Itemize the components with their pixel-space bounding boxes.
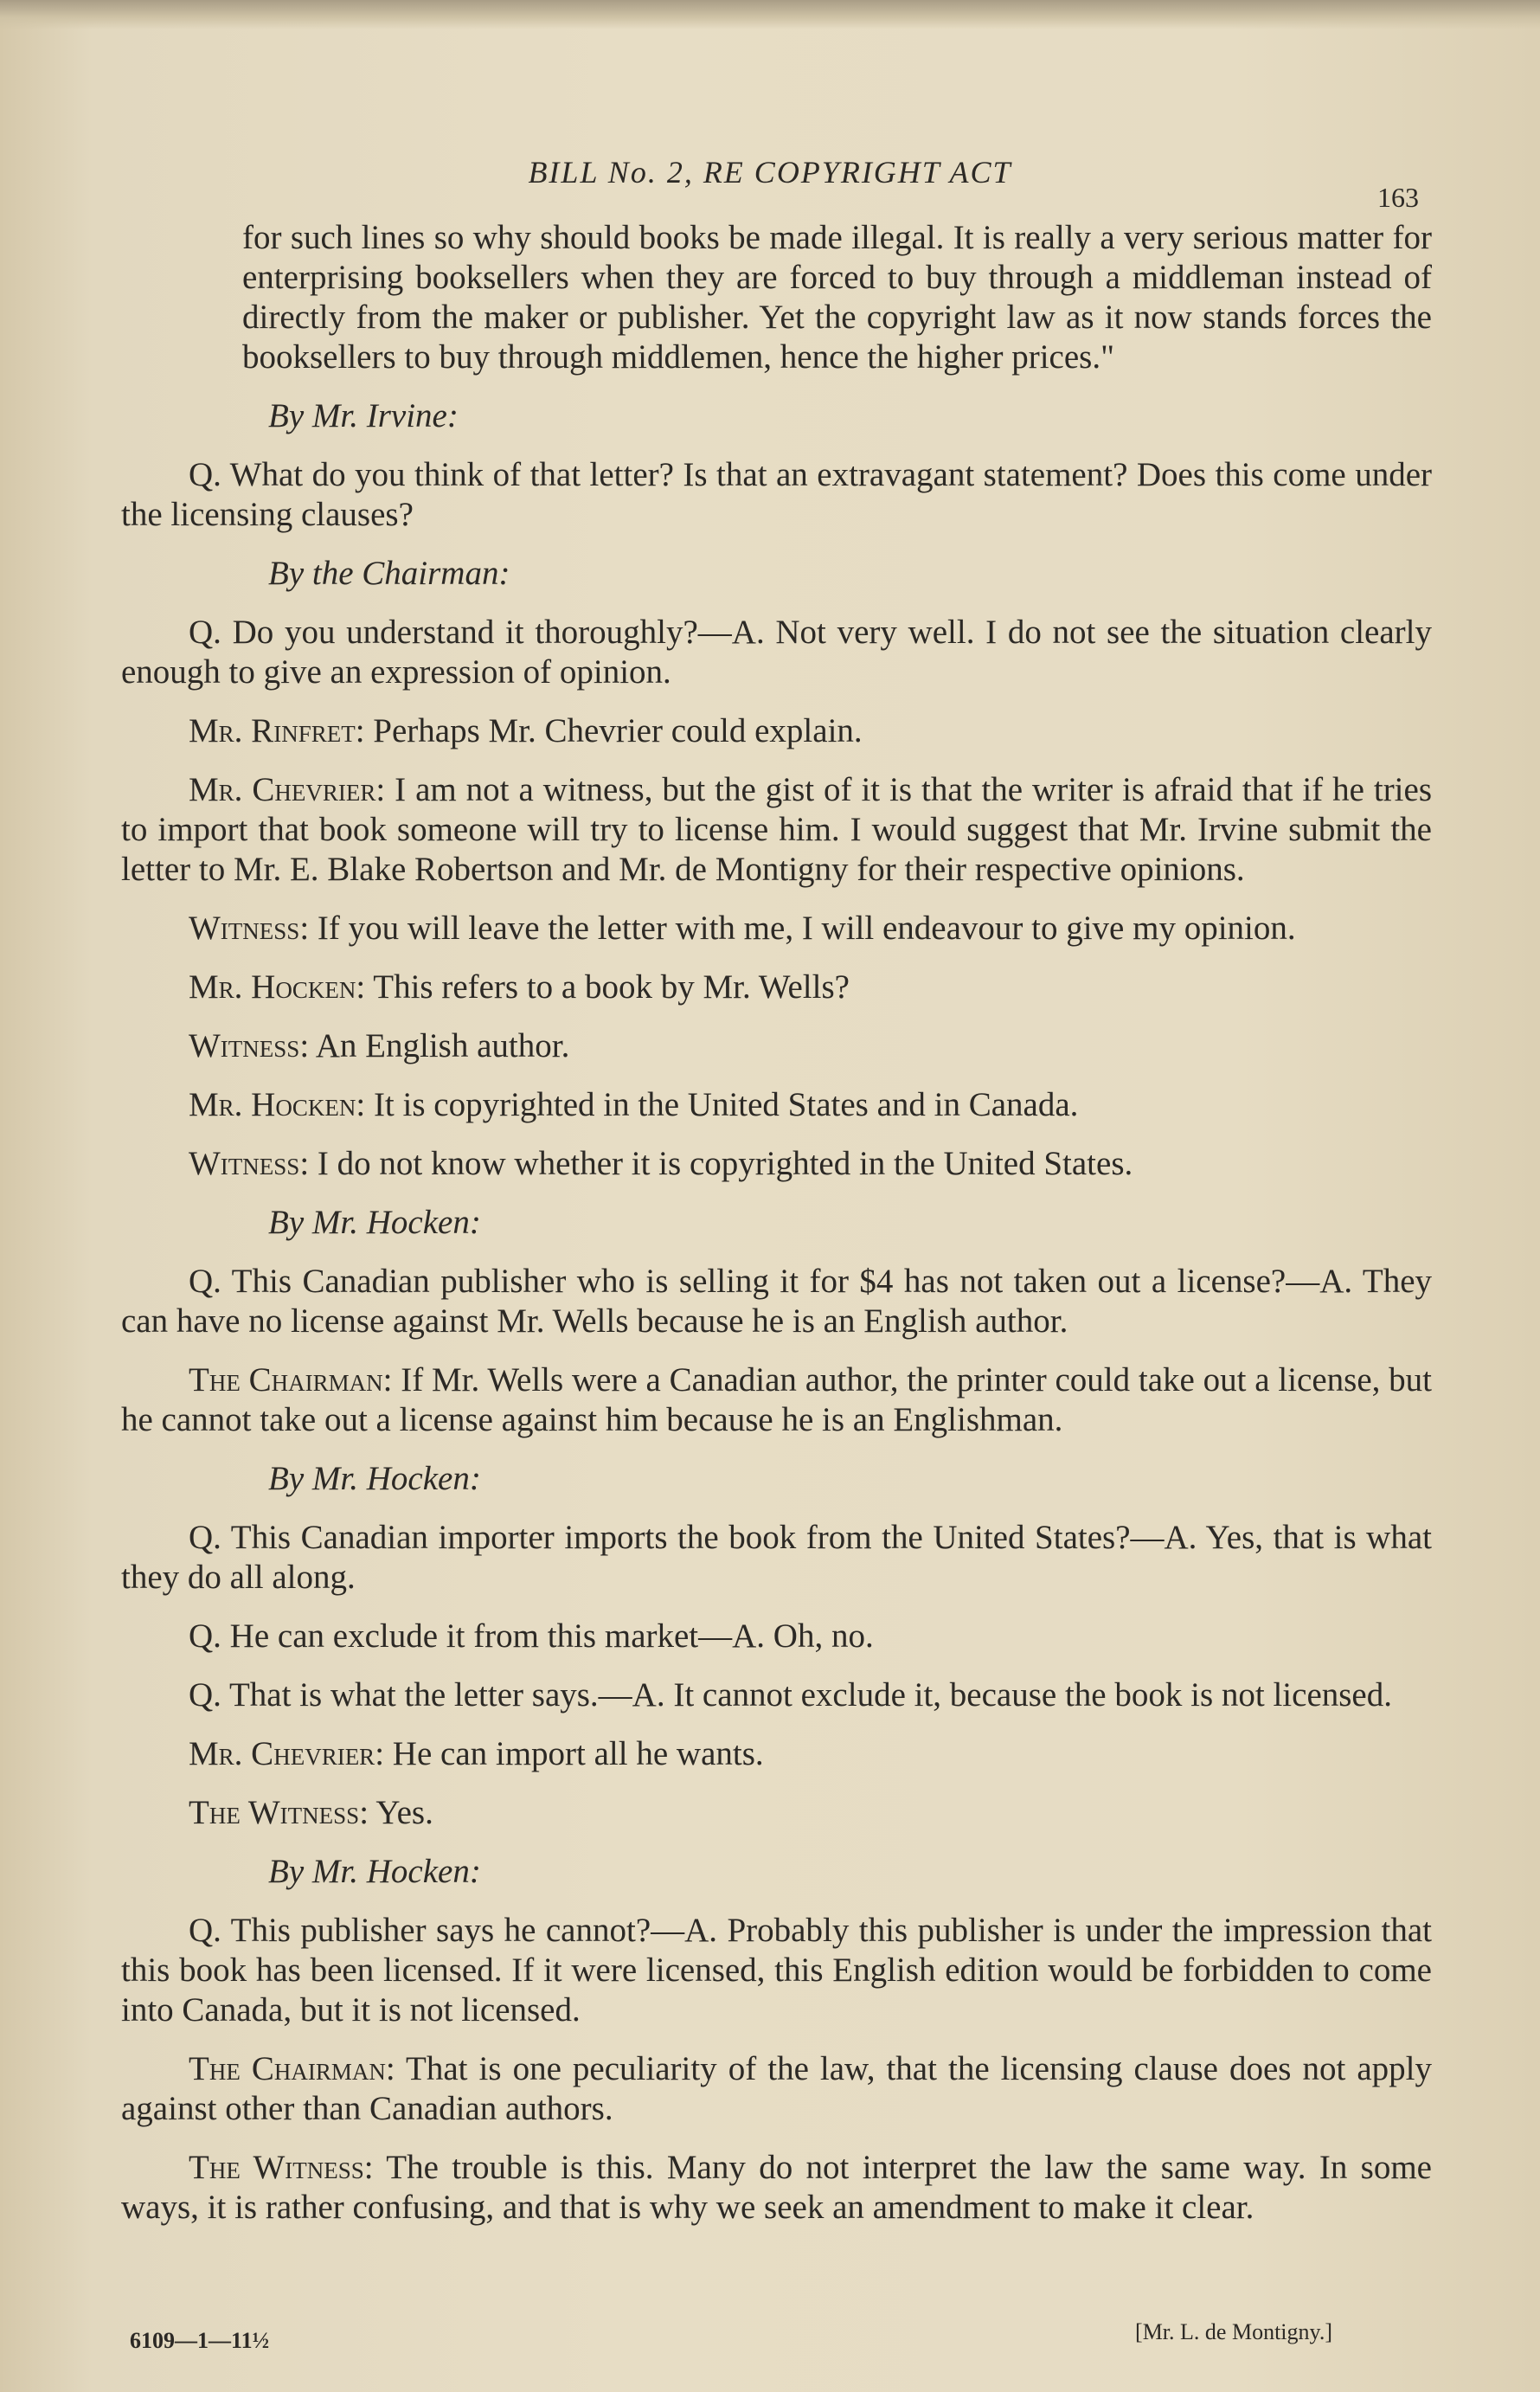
question-paragraph: Q. That is what the letter says.—A. It cannot exclude it, because the book is not licensed.	[189, 1676, 1392, 1714]
question-paragraph: Q. This publisher says he cannot?—A. Probably this publisher is under the impression that this book has been licensed. If it were licensed, this English edition would be forbidden to come into Canada, but it is not licensed.	[121, 1912, 1432, 2029]
body-text	[121, 218, 1432, 2247]
speech-text: : That is one peculiarity of the law, that the licensing clause does not apply against other than Canadian authors.	[121, 2050, 1433, 2127]
speaker-name: The Chairman	[189, 1361, 383, 1399]
speech-paragraph	[121, 1144, 1432, 1184]
speech-paragraph	[121, 1734, 1432, 1774]
speech-paragraph	[121, 1026, 1432, 1066]
speaker-name: The Chairman	[189, 2050, 386, 2087]
speech-text: : This refers to a book by Mr. Wells?	[356, 968, 850, 1006]
speech-paragraph	[121, 2148, 1432, 2228]
speaker-note: [Mr. L. de Montigny.]	[1135, 2319, 1332, 2344]
speaker-name: Mr. Hocken	[189, 968, 356, 1006]
speech-paragraph	[121, 770, 1432, 890]
byline-hocken: By Mr. Hocken:	[268, 1460, 481, 1497]
byline-irvine: By Mr. Irvine:	[268, 397, 459, 434]
speaker-name: Mr. Chevrier	[189, 771, 376, 808]
speaker-name: Mr. Hocken	[189, 1086, 356, 1123]
speech-paragraph	[121, 711, 1432, 751]
signature-mark: 6109—1—11½	[130, 2328, 270, 2353]
speech-paragraph	[121, 909, 1432, 948]
speech-paragraph	[121, 968, 1432, 1007]
speech-text: : It is copyrighted in the United States and in Canada.	[356, 1086, 1079, 1123]
speech-text: : The trouble is this. Many do not interpret the law the same way. In some ways, it is rather confusing, and that is why we seek an amendment to make it clear.	[121, 2149, 1432, 2226]
speech-text: : Perhaps Mr. Chevrier could explain.	[355, 712, 863, 749]
speaker-name: Witness	[189, 1027, 300, 1064]
question-paragraph: Q. Do you understand it thoroughly?—A. Not very well. I do not see the situation clearly enough to give an expression of opinion.	[121, 614, 1432, 691]
byline-chairman: By the Chairman:	[268, 555, 510, 592]
speech-paragraph	[121, 2049, 1432, 2129]
speaker-name: Witness	[189, 1145, 300, 1182]
speaker-name: Mr. Rinfret	[189, 712, 356, 749]
speech-text: : Yes.	[359, 1794, 433, 1831]
question-paragraph: Q. What do you think of that letter? Is that an extravagant statement? Does this come under the licensing clauses?	[121, 456, 1432, 533]
question-paragraph: Q. He can exclude it from this market—A. Oh, no.	[189, 1617, 874, 1655]
speaker-name: The Witness	[189, 1794, 360, 1831]
page-top-edge	[0, 0, 1540, 29]
paragraph-continuation: for such lines so why should books be made illegal. It is really a very serious matter for enterprising booksellers when they are forced to buy through a middleman instead of directly from the maker or publisher. Yet the copyright law as it now stands forces the booksellers to buy through middlemen, hence the higher prices."	[242, 219, 1432, 376]
page-number: 163	[1377, 182, 1419, 213]
speech-paragraph	[121, 1360, 1432, 1440]
speaker-name: The Witness	[189, 2149, 364, 2186]
speech-text: : An English author.	[299, 1027, 570, 1064]
speech-paragraph	[121, 1085, 1432, 1125]
speech-text: : He can import all he wants.	[375, 1735, 764, 1772]
question-paragraph: Q. This Canadian publisher who is selling it for $4 has not taken out a license?—A. They can have no license against Mr. Wells because he is an English author.	[121, 1263, 1432, 1340]
speaker-name: Witness	[189, 910, 300, 947]
speech-text: : If you will leave the letter with me, I will endeavour to give my opinion.	[299, 910, 1296, 947]
speech-text: : I am not a witness, but the gist of it is that the writer is afraid that if he tries to import that book someone will try to license him. I would suggest that Mr. Irvine submit the letter to Mr. E. Blake Robertson and Mr. de Montigny for their respective opinions.	[121, 771, 1432, 888]
speech-text: : I do not know whether it is copyrighted in the United States.	[299, 1145, 1133, 1182]
speech-paragraph	[121, 1793, 1432, 1833]
question-paragraph: Q. This Canadian importer imports the book from the United States?—A. Yes, that is what they do all along.	[121, 1519, 1432, 1596]
byline-hocken: By Mr. Hocken:	[268, 1853, 481, 1890]
byline-hocken: By Mr. Hocken:	[268, 1204, 481, 1241]
speaker-name: Mr. Chevrier	[189, 1735, 375, 1772]
running-head: BILL No. 2, RE COPYRIGHT ACT	[528, 155, 1012, 190]
speech-text: : If Mr. Wells were a Canadian author, the printer could take out a license, but he cannot take out a license against him because he is an Englishman.	[121, 1361, 1433, 1438]
